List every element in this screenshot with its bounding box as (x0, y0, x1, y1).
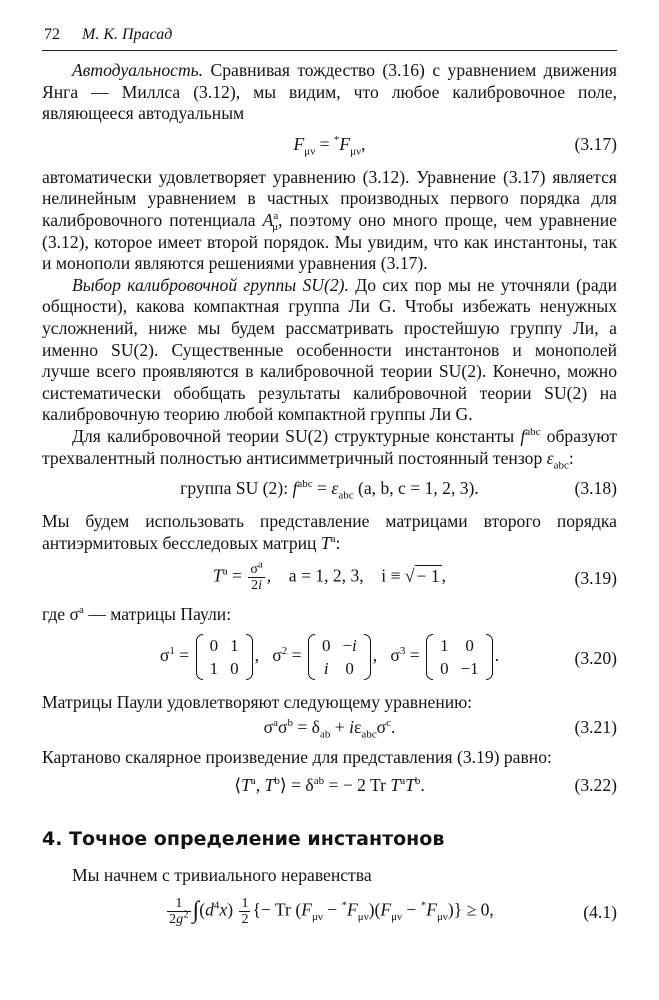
paragraph-text: Мы будем использовать представление матрицами второго порядка антиэрмитовых бесследовых матриц (42, 511, 617, 553)
pauli-matrix-2: 0 −i i 0 (308, 634, 371, 680)
paragraph-structure-constants: Для калибровочной теории SU(2) структурные константы $f^{abc}$ образуют трехвалентный полностью антисимметричный постоянный тензор $\varepsilon_{abc}$: (42, 425, 617, 472)
equation-4-1 (42, 888, 617, 936)
paragraph-text: где (42, 604, 70, 625)
paragraph-text: До сих пор мы не уточняли (ради общности), какова компактная группа Ли G. Чтобы избежать ненужных усложнений, ниже мы будем рассматривать простейшую группу Ли, а именно SU(2). Существенные особенности инстантонов и монополей лучше всего проявляются в калибровочной теории SU(2). Конечно, можно систематически обобщать результаты калибровочной теории SU(2) на калибровочную теорию любой компактной группы Ли G. (42, 274, 617, 425)
paragraph-text: : (568, 447, 574, 468)
paragraph-text: — матрицы Паули: (83, 604, 232, 625)
equation-args: (a, b, c = 1, 2, 3). (357, 478, 479, 499)
paragraph-pauli-intro: где $\sigma^a$ — матрицы Паули: (42, 604, 232, 625)
paragraph-text: образуют трехвалентный полностью антисимметричный постоянный тензор (42, 425, 617, 468)
equation-number: (3.22) (574, 775, 617, 796)
paragraph-lead: Автодуальность. (72, 60, 204, 80)
equation-number: (3.20) (574, 647, 617, 668)
equation-a-range: a = 1, 2, 3, (288, 565, 364, 586)
equation-number: (3.17) (574, 133, 617, 154)
paragraph-representation: Мы будем использовать представление матрицами второго порядка антиэрмитовых бесследовых матриц $T^a$: (42, 511, 617, 553)
equation-expression: $\sigma^1$ = 0 1 1 0 , $\sigma^2$ = 0 −i i 0 , $\sigma^3$ = 1 0 0 −1 . (159, 635, 500, 678)
paragraph-cartan-product (42, 747, 617, 769)
equation-number: (4.1) (583, 902, 617, 923)
equation-number: (3.19) (574, 568, 617, 589)
running-title: М. К. Прасад (82, 26, 173, 43)
pauli-matrix-1: 0 1 1 0 (196, 634, 253, 680)
equation-number: (3.18) (574, 478, 617, 499)
equation-3-18 (42, 471, 617, 509)
paragraph-text: Мы начнем с тривиального неравенства (72, 864, 372, 885)
paragraph-text: автоматически удовлетворяет уравнению (3.12). Уравнение (3.17) является нелинейным уравнением в частных производных первого порядка для калибровочного потенциала (42, 166, 617, 230)
paragraph-pauli-relation (42, 692, 617, 714)
equation-3-22 (42, 771, 617, 803)
running-header (44, 26, 172, 44)
equation-3-20 (42, 628, 617, 690)
paragraph-text: , поэтому оно много проще, чем уравнение (3.12), которое имеет второй порядок. Мы увидим, что как инстантоны, так и монополи являются решениями уравнения (3.17). (42, 209, 617, 274)
equation-3-17 (42, 127, 617, 165)
equation-expression: $\frac{1}{2g^2}$ $\int(d^4x)$ $\frac{1}{2}$ {− Tr $(F_{\mu\nu} - ^*F_{\mu\nu})(F_{\mu\nu} - ^*F_{\mu\nu})\} \ge 0$, (169, 896, 494, 928)
paragraph-text: Матрицы Паули удовлетворяют следующему уравнению: (42, 691, 473, 712)
equation-expression: $T^a$ = $\frac{\sigma^a}{2i}$ , a = 1, 2, 3, i ≡ √ − 1 , (212, 558, 447, 594)
paragraph-inequality-intro (42, 865, 617, 887)
section-heading: 4. Точное определение инстантонов (42, 828, 445, 851)
paragraph-text: Сравнивая тождество (3.16) с уравнением движения Янга — Миллса (3.12), мы видим, что любое калибровочное поле, являющееся автодуальным (42, 60, 617, 124)
equation-3-21 (42, 715, 617, 745)
equation-expression: группа SU (2): $f^{abc} = \varepsilon_{abc}$ (a, b, c = 1, 2, 3). (180, 478, 479, 502)
page-number: 72 (44, 26, 60, 43)
header-rule (42, 50, 617, 51)
equation-3-19 (42, 556, 617, 602)
equation-i-def: i ≡ (381, 565, 405, 586)
paragraph-text: Для калибровочной теории SU(2) структурные константы (72, 425, 521, 446)
equation-sqrt-arg: − 1 (416, 565, 440, 586)
equation-expression: $\sigma^a\sigma^b = \delta_{ab} + i\varepsilon_{abc}\sigma^c$. (263, 717, 396, 741)
equation-expression: $F_{\mu\nu} = ^*F_{\mu\nu}$, (293, 133, 366, 158)
equation-prefix: группа SU (2): (180, 478, 293, 499)
paragraph-gauge-group (42, 275, 617, 426)
paragraph-text: Картаново скалярное произведение для представления (3.19) равно: (42, 747, 552, 768)
paragraph-self-duality (42, 60, 617, 125)
page-body (42, 60, 617, 938)
equation-number: (3.21) (574, 717, 617, 738)
paragraph-lead: Выбор калибровочной группы SU(2). (72, 274, 349, 295)
equation-expression: $⟨T^a$, $T^b⟩ = \delta^{ab}$ = − 2 Tr $T^aT^b$. (234, 775, 425, 796)
pauli-matrix-3: 1 0 0 −1 (426, 634, 493, 680)
paragraph-self-dual-consequence: автоматически удовлетворяет уравнению (3.12). Уравнение (3.17) является нелинейным уравнением в частных производных первого порядка для калибровочного потенциала $A^a_\mu$, поэтому оно много проще, чем уравнение (3.12), которое имеет второй порядок. Мы увидим, что как инстантоны, так и монополи являются решениями уравнения (3.17). (42, 166, 617, 274)
